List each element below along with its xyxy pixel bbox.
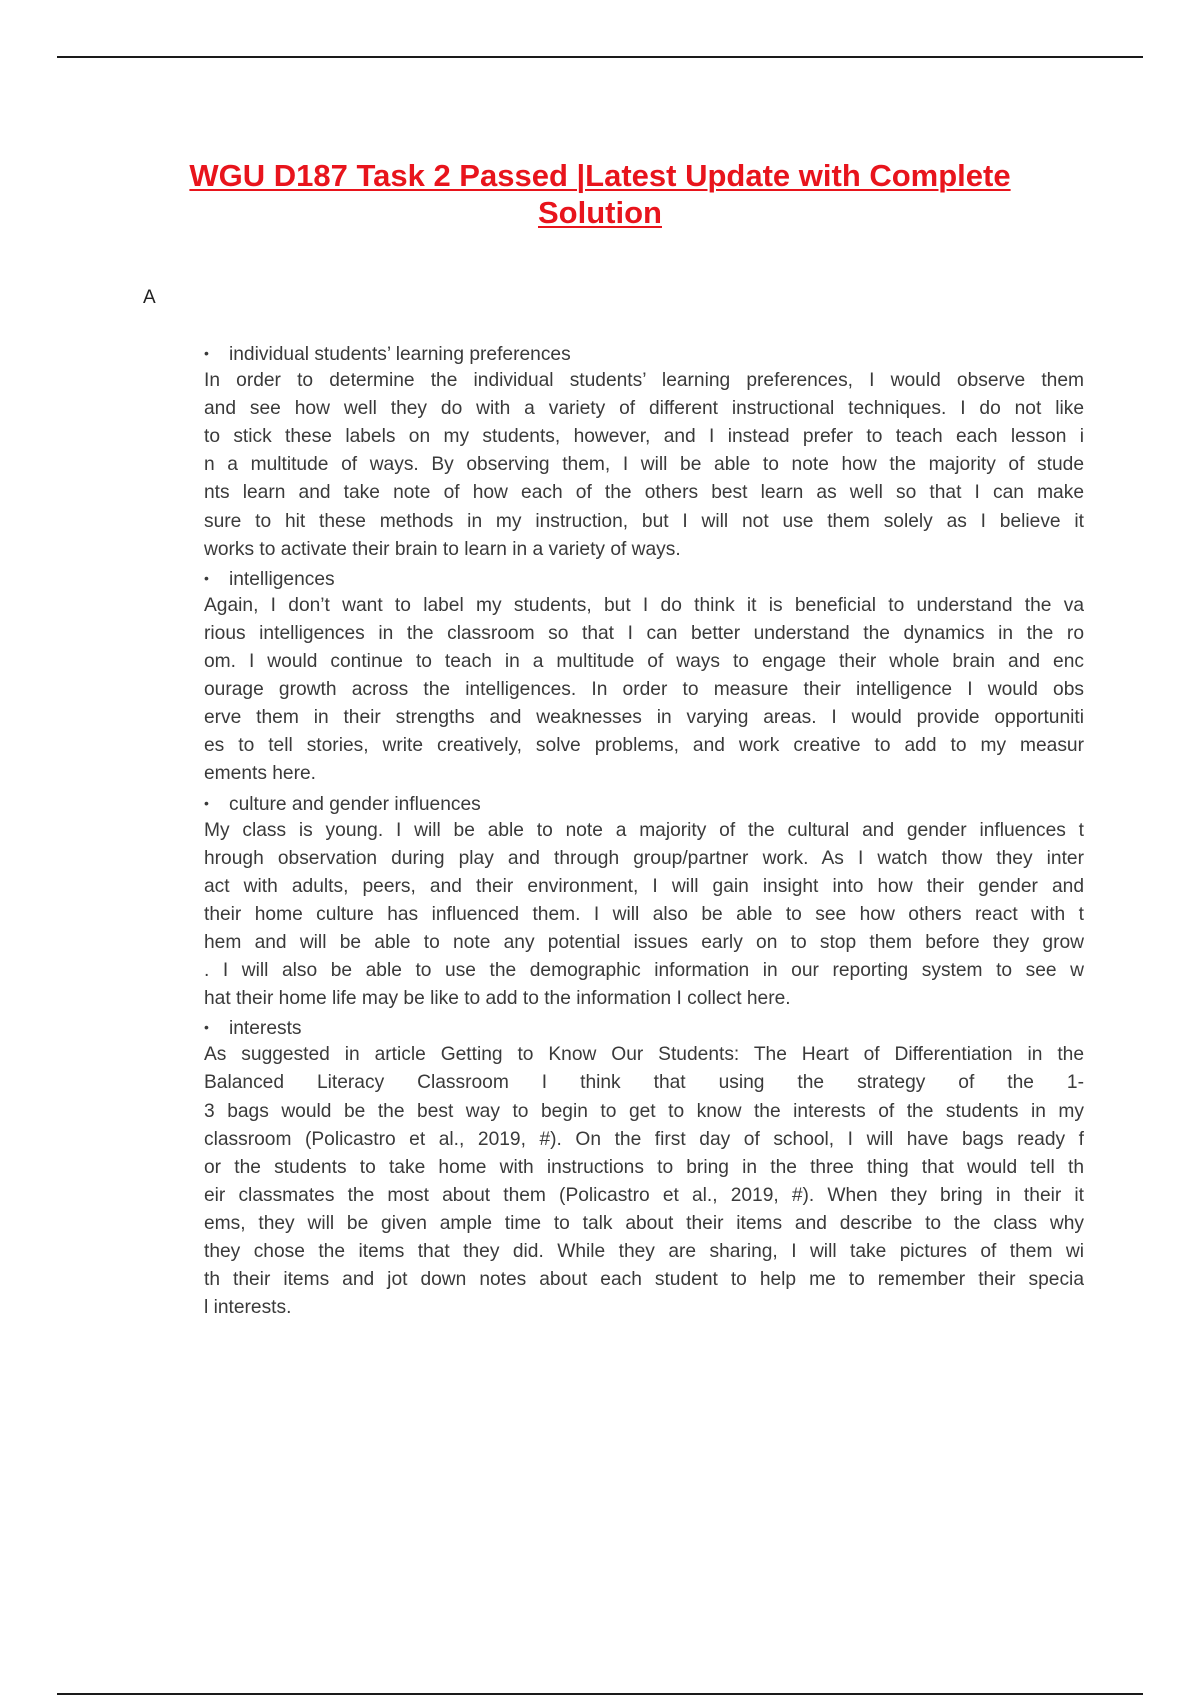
bullet-heading: [204, 564, 1084, 592]
paragraph-line: and see how well they do with a variety of different instructional techniques. I do not like: [204, 398, 1084, 420]
paragraph-line: As suggested in article Getting to Know Our Students: The Heart of Differentiation in the: [204, 1044, 1084, 1066]
title-line-1: WGU D187 Task 2 Passed |Latest Update with Complete: [189, 157, 1011, 193]
paragraph-line: eir classmates the most about them (Policastro et al., 2019, #). When they bring in their it: [204, 1184, 1084, 1206]
paragraph-line: nts learn and take note of how each of the others best learn as well so that I can make: [204, 482, 1084, 504]
title-line-2: Solution: [538, 194, 662, 230]
bullet-heading: [204, 789, 1084, 817]
paragraph-line: act with adults, peers, and their environment, I will gain insight into how their gender and: [204, 875, 1084, 897]
paragraph-line: they chose the items that they did. While they are sharing, I will take pictures of them wi: [204, 1241, 1084, 1262]
paragraph-line: My class is young. I will be able to note a majority of the cultural and gender influences t: [204, 819, 1084, 841]
paragraph-line: ements here.: [204, 763, 316, 785]
paragraph-line: th their items and jot down notes about each student to help me to remember their specia: [204, 1269, 1084, 1291]
paragraph-line: Balanced Literacy Classroom I think that using the strategy of the 1-: [204, 1072, 1084, 1094]
bullet-heading-text: interests: [229, 1018, 302, 1040]
paragraph-line: om. I would continue to teach in a multitude of ways to engage their whole brain and enc: [204, 651, 1084, 673]
bullet-heading-text: culture and gender influences: [229, 793, 481, 815]
paragraph-line: Again, I don’t want to label my students, but I do think it is beneficial to understand the va: [204, 594, 1084, 616]
paragraph-line: hat their home life may be like to add to the information I collect here.: [204, 988, 791, 1010]
paragraph-line: ourage growth across the intelligences. In order to measure their intelligence I would obs: [204, 679, 1084, 701]
paragraph-line: their home culture has influenced them. I will also be able to see how others react with t: [204, 903, 1084, 925]
paragraph-line: es to tell stories, write creatively, solve problems, and work creative to add to my measur: [204, 735, 1084, 757]
document-title: [150, 157, 1050, 231]
paragraph-line: to stick these labels on my students, however, and I instead prefer to teach each lesson i: [204, 426, 1084, 448]
paragraph-line: . I will also be able to use the demographic information in our reporting system to see w: [204, 960, 1084, 982]
bullet-heading: [204, 1013, 1084, 1041]
paragraph-line: 3 bags would be the best way to begin to get to know the interests of the students in my: [204, 1100, 1084, 1122]
paragraph-line: or the students to take home with instructions to bring in the three thing that would tell th: [204, 1156, 1084, 1178]
paragraph-line: sure to hit these methods in my instruction, but I will not use them solely as I believe it: [204, 510, 1084, 532]
paragraph-line: works to activate their brain to learn in a variety of ways.: [204, 538, 681, 560]
paragraph-line: erve them in their strengths and weaknesses in varying areas. I would provide opportuniti: [204, 707, 1084, 729]
paragraph-line: In order to determine the individual students’ learning preferences, I would observe them: [204, 370, 1084, 392]
bullet-heading-text: intelligences: [229, 568, 335, 590]
document-body: [204, 339, 1084, 1322]
bullet-icon: •: [204, 1019, 209, 1036]
paragraph-line: classroom (Policastro et al., 2019, #). On the first day of school, I will have bags ready f: [204, 1128, 1084, 1150]
bullet-icon: •: [204, 794, 209, 811]
bullet-icon: •: [204, 569, 209, 586]
bullet-heading: [204, 339, 1084, 367]
paragraph-line: n a multitude of ways. By observing them, I will be able to note how the majority of stude: [204, 454, 1084, 476]
paragraph-line: ems, they will be given ample time to talk about their items and describe to the class why: [204, 1212, 1084, 1234]
paragraph-line: rious intelligences in the classroom so that I can better understand the dynamics in the ro: [204, 622, 1084, 644]
paragraph-line: hem and will be able to note any potential issues early on to stop them before they grow: [204, 931, 1084, 953]
paragraph-line: l interests.: [204, 1297, 292, 1319]
bottom-rule: [57, 1693, 1143, 1695]
bullet-icon: •: [204, 345, 209, 361]
paragraph-line: hrough observation during play and through group/partner work. As I watch thow they inter: [204, 847, 1084, 869]
top-rule: [57, 56, 1143, 58]
section-letter: A: [143, 287, 156, 308]
bullet-heading-text: individual students’ learning preferences: [229, 344, 571, 365]
